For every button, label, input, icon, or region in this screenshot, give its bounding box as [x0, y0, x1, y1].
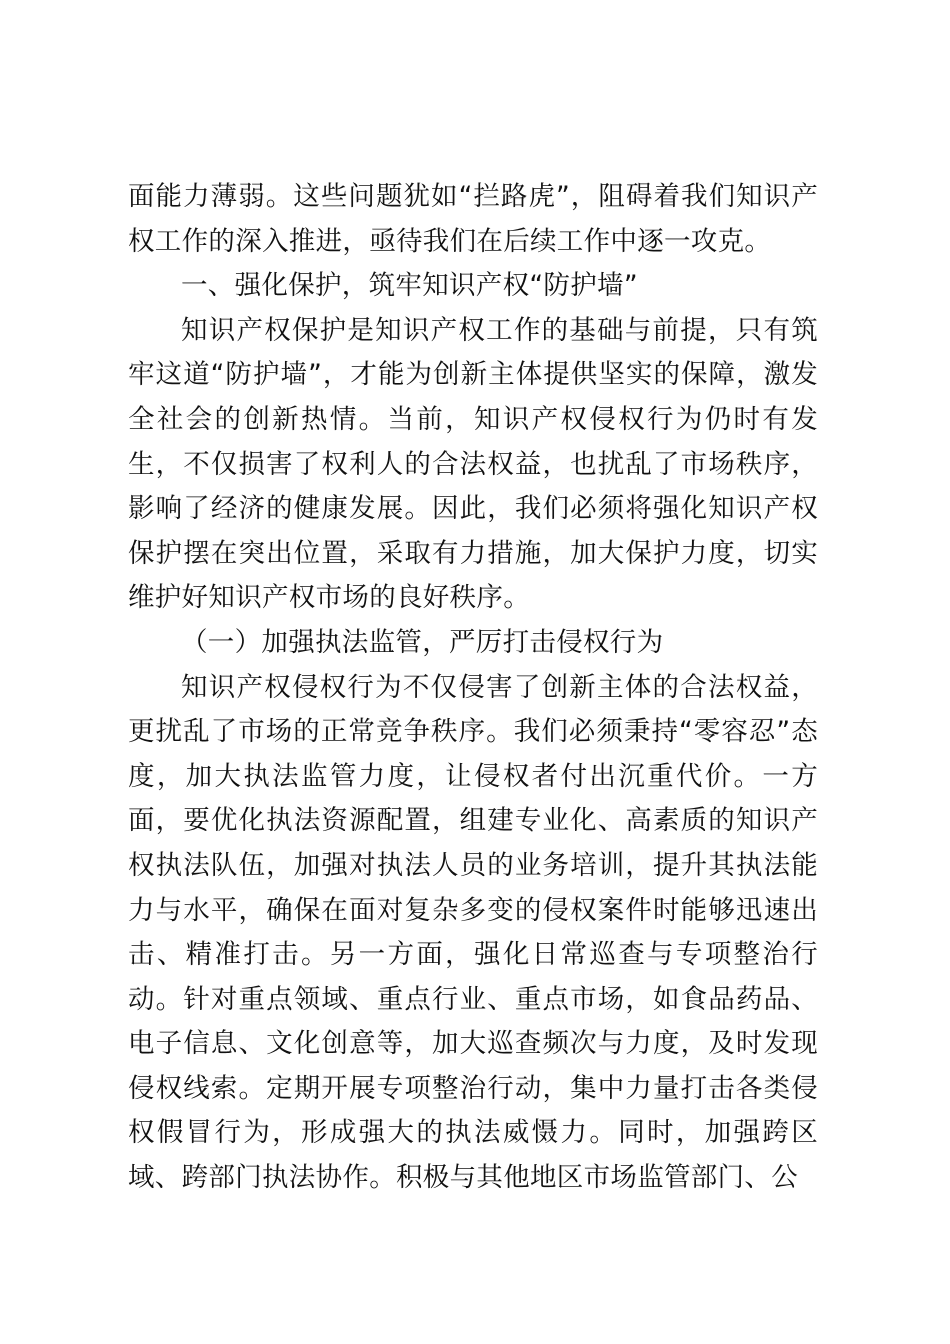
paragraph-body: 知识产权侵权行为不仅侵害了创新主体的合法权益，更扰乱了市场的正常竞争秩序。我们必须秉持“零容忍”态度，加大执法监管力度，让侵权者付出沉重代价。一方面，要优化执法资源配置，组建专业化、高素质的知识产权执法队伍，加强对执法人员的业务培训，提升其执法能力与水平，确保在面对复杂多变的侵权案件时能够迅速出击、精准打击。另一方面，强化日常巡查与专项整治行动。针对重点领域、重点行业、重点市场，如食品药品、电子信息、文化创意等，加大巡查频次与力度，及时发现侵权线索。定期开展专项整治行动，集中力量打击各类侵权假冒行为，形成强大的执法威慑力。同时，加强跨区域、跨部门执法协作。积极与其他地区市场监管部门、公: [128, 671, 818, 1194]
document-body: [128, 175, 818, 1201]
subsection-heading: （一）加强执法监管，严厉打击侵权行为: [181, 626, 664, 658]
paragraph-body: 知识产权保护是知识产权工作的基础与前提，只有筑牢这道“防护墙”，才能为创新主体提供坚实的保障，激发全社会的创新热情。当前，知识产权侵权行为仍时有发生，不仅损害了权利人的合法权益，也扰乱了市场秩序，影响了经济的健康发展。因此，我们必须将强化知识产权保护摆在突出位置，采取有力措施，加大保护力度，切实维护好知识产权市场的良好秩序。: [128, 314, 818, 614]
paragraph-continuation: 面能力薄弱。这些问题犹如“拦路虎”，阻碍着我们知识产权工作的深入推进，亟待我们在后续工作中逐一攻克。: [128, 181, 818, 257]
section-heading: 一、强化保护，筑牢知识产权“防护墙”: [181, 270, 638, 302]
